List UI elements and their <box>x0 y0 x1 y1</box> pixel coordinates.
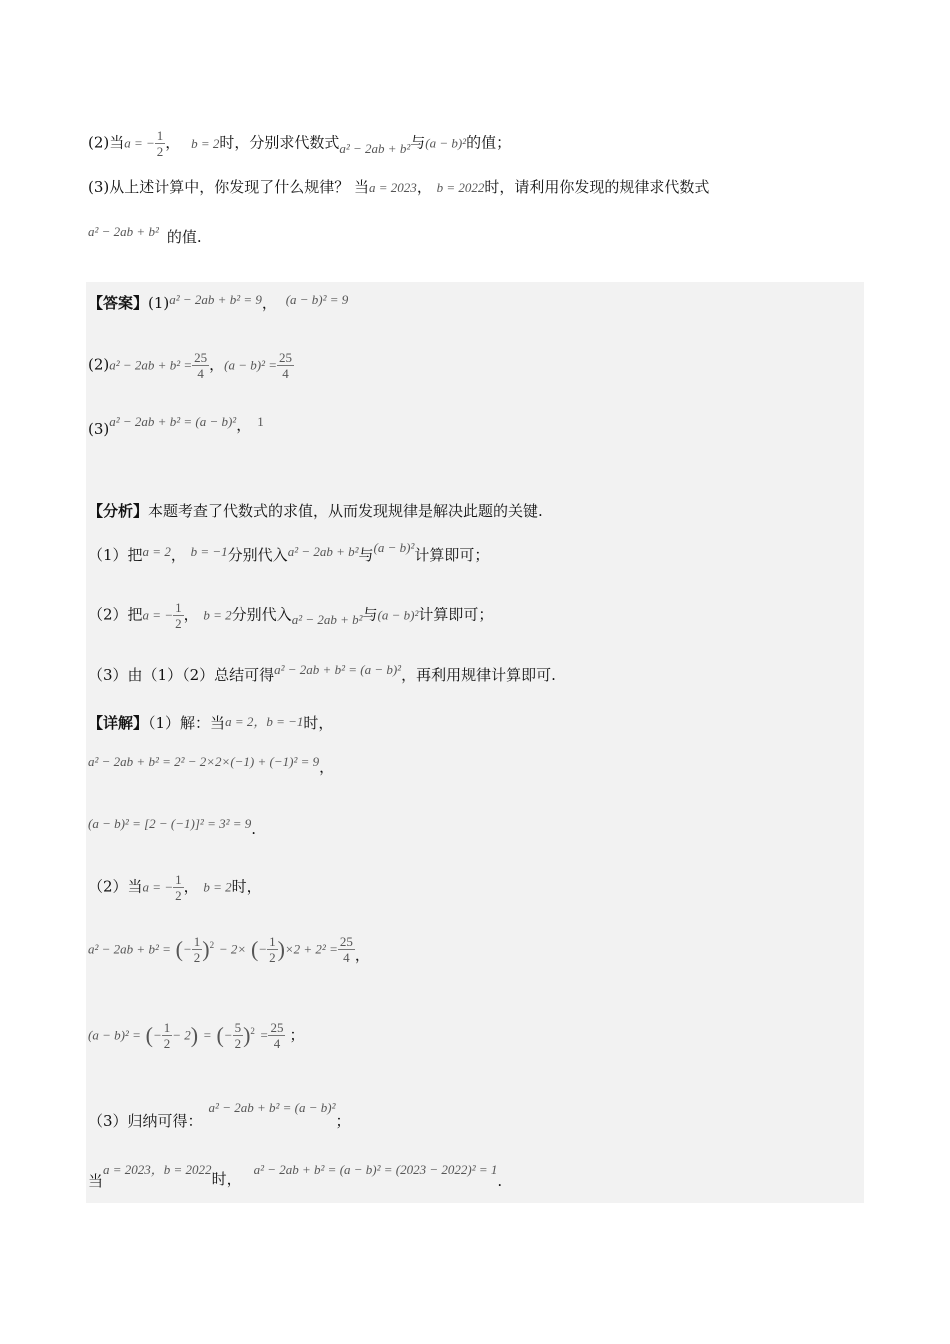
detail-eq-4 <box>88 1020 304 1051</box>
fraction-half <box>162 1020 173 1051</box>
answer-line-1 <box>88 292 348 315</box>
text-dang: 当 <box>88 1172 104 1190</box>
minus-sign: − <box>223 1027 233 1043</box>
comma: ， <box>209 355 225 374</box>
semicolon: ； <box>335 1112 351 1130</box>
equals-sign: = <box>202 1027 212 1043</box>
numerator: 25 <box>279 350 292 365</box>
paren-close: ) <box>202 936 210 962</box>
step-2-text: （2）把 <box>88 605 143 624</box>
numerator: 25 <box>194 350 208 365</box>
step-2-end: 计算即可； <box>418 605 494 624</box>
answer-1-prefix: (1) <box>148 294 170 312</box>
expr-a2-2ab-b2: a² − 2ab + b² <box>88 224 159 239</box>
detail-1-values: a = 2，b = −1 <box>225 714 304 729</box>
q3-end: 的值. <box>166 228 202 246</box>
question-3-cont <box>88 226 202 249</box>
detail-eq-2 <box>88 812 257 838</box>
denominator: 4 <box>273 1036 281 1051</box>
period: . <box>251 820 257 838</box>
fraction-half <box>192 934 203 965</box>
text-yu: 与 <box>358 546 374 564</box>
analysis-text: 本题考查了代数式的求值，从而发现规律是解决此题的关键. <box>148 502 543 520</box>
fraction-25-4 <box>338 934 355 965</box>
detail-1-text: （1）解：当 <box>148 714 226 732</box>
denominator: 2 <box>175 616 182 631</box>
detail-2-eq1-lhs: a² − 2ab + b² = <box>88 941 171 957</box>
detail-3-expr: a² − 2ab + b² = (a − b)² <box>208 1100 336 1115</box>
fraction-half <box>173 872 184 903</box>
q2-a-value: a = − <box>124 135 155 151</box>
detail-2-a: a = − <box>142 879 174 895</box>
equals-sign: = <box>259 1027 269 1043</box>
fraction-half <box>173 600 184 631</box>
fraction-25-4 <box>277 350 294 381</box>
expr-a-minus-b-squared: (a − b)² <box>377 607 419 623</box>
step-1-text: （1）把 <box>88 546 143 564</box>
denominator: 2 <box>269 950 276 965</box>
fraction-5-2 <box>233 1020 244 1051</box>
fraction-25-4 <box>268 1020 285 1051</box>
numerator: 1 <box>156 128 164 143</box>
detail-2-b: b = 2 <box>203 879 232 895</box>
minus-sign: − <box>152 1027 162 1043</box>
step-2-sub: 分别代入 <box>231 605 292 624</box>
detail-2-eq2-lhs: (a − b)² = <box>88 1027 141 1043</box>
detail-2-eq1-tail: ×2 + 2² = <box>284 941 338 957</box>
detail-2-text: （2）当 <box>88 877 143 896</box>
question-3 <box>88 176 709 199</box>
denominator: 2 <box>163 1036 171 1051</box>
expr-a2-2ab-b2: a² − 2ab + b² <box>287 544 359 559</box>
detail-1-eq1: a² − 2ab + b² = 2² − 2×2×(−1) + (−1)² = 9 <box>88 754 320 769</box>
answer-line-3 <box>88 410 264 438</box>
step-1-sub: 分别代入 <box>227 546 288 564</box>
analysis-label: 【分析】 <box>88 502 149 520</box>
question-2 <box>88 128 511 159</box>
numerator: 25 <box>270 1020 284 1035</box>
analysis-line <box>88 500 543 522</box>
paren-close: ) <box>190 1022 199 1048</box>
text-yu: 与 <box>362 605 378 624</box>
numerator: 5 <box>234 1020 242 1035</box>
paren-open: ( <box>216 1022 224 1048</box>
comma: ， <box>170 546 186 564</box>
detail-3-final-eq: a² − 2ab + b² = (a − b)² = (2023 − 2022)² = 1 <box>253 1162 498 1177</box>
detail-line-4 <box>88 1158 503 1190</box>
exponent-2: 2 <box>250 1025 255 1036</box>
detail-2-eq2-minus2: − 2 <box>172 1027 191 1043</box>
answer-2-prefix: (2) <box>88 355 110 374</box>
period: . <box>497 1172 503 1190</box>
paren-close: ) <box>243 1022 251 1048</box>
detail-line-1 <box>88 712 333 735</box>
analysis-step-1 <box>88 540 490 567</box>
q2-text: 时，分别求代数式 <box>219 133 340 152</box>
q3-a-value: a = 2023 <box>369 180 417 195</box>
denominator: 2 <box>234 1036 242 1051</box>
minus-sign: − <box>182 941 192 957</box>
numerator: 1 <box>193 934 201 949</box>
detail-2-eq1-mid: − 2× <box>218 941 247 957</box>
answer-1-expr2: (a − b)² = 9 <box>285 292 349 307</box>
paren-open: ( <box>175 936 183 962</box>
denominator: 2 <box>193 950 201 965</box>
comma: ， <box>236 416 252 434</box>
paren-close: ) <box>277 936 285 962</box>
paren-open: ( <box>250 936 259 962</box>
comma: ， <box>319 758 335 776</box>
text-shi: 时， <box>211 1170 242 1188</box>
exponent-2: 2 <box>209 939 215 950</box>
expr-a-minus-b-squared: (a − b)² <box>373 540 415 555</box>
detail-3-text: （3）归纳可得： <box>88 1112 203 1130</box>
fraction-half <box>155 128 166 159</box>
detail-label: 【详解】 <box>88 714 149 732</box>
answer-3-prefix: (3) <box>88 420 110 438</box>
expr-a2-2ab-b2: a² − 2ab + b² <box>339 140 411 156</box>
detail-1-eq2: (a − b)² = [2 − (−1)]² = 3² = 9 <box>88 816 252 831</box>
answer-3-expr: a² − 2ab + b² = (a − b)² <box>109 414 237 429</box>
answer-label: 【答案】 <box>88 294 149 312</box>
numerator: 1 <box>163 1020 171 1035</box>
answer-2-expr1: a² − 2ab + b² = <box>109 357 193 373</box>
text-shi: 时， <box>303 714 334 732</box>
comma: ， <box>183 605 199 624</box>
step-3-expr: a² − 2ab + b² = (a − b)² <box>274 662 402 677</box>
detail-eq-1 <box>88 750 335 776</box>
step-1-end: 计算即可； <box>414 546 490 564</box>
numerator: 1 <box>175 872 182 887</box>
step-3-end: ，再利用规律计算即可. <box>401 666 556 684</box>
fraction-half <box>267 934 278 965</box>
q3-text: (3)从上述计算中，你发现了什么规律？ 当 <box>88 178 370 196</box>
q3-b-value: b = 2022 <box>436 180 485 195</box>
comma: ， <box>261 294 277 312</box>
analysis-step-2 <box>88 600 493 631</box>
analysis-step-3 <box>88 664 556 687</box>
detail-line-2 <box>88 872 262 903</box>
answer-3-value: 1 <box>257 414 264 429</box>
minus-sign: − <box>258 941 268 957</box>
comma: ， <box>416 178 432 196</box>
numerator: 1 <box>175 600 182 615</box>
expr-a-minus-b-squared: (a − b)² <box>425 135 467 151</box>
answer-2-expr2: (a − b)² = <box>224 357 277 373</box>
answer-line-2 <box>88 350 294 381</box>
step-1-a: a = 2 <box>142 544 171 559</box>
answer-1-expr1: a² − 2ab + b² = 9 <box>169 292 262 307</box>
step-3-text: （3）由（1）（2）总结可得 <box>88 666 275 684</box>
numerator: 1 <box>269 934 276 949</box>
expr-a2-2ab-b2: a² − 2ab + b² <box>291 611 363 627</box>
q2-b-value: b = 2 <box>191 135 220 151</box>
q2-label: (2)当 <box>88 133 125 152</box>
fraction-25-4 <box>192 350 209 381</box>
numerator: 25 <box>339 934 353 949</box>
detail-3-values: a = 2023，b = 2022 <box>103 1162 212 1177</box>
paren-open: ( <box>145 1022 153 1048</box>
denominator: 2 <box>156 144 164 159</box>
comma: ， <box>354 945 370 964</box>
step-2-a: a = − <box>142 607 174 623</box>
text-shi: 时， <box>231 877 262 896</box>
comma: ， <box>183 877 199 896</box>
denominator: 4 <box>197 366 204 381</box>
q3-text2: 时，请利用你发现的规律求代数式 <box>484 178 710 196</box>
denominator: 4 <box>343 950 350 965</box>
detail-line-3 <box>88 1096 351 1130</box>
step-2-b: b = 2 <box>203 607 232 623</box>
comma: ， <box>165 133 181 152</box>
text-yu: 与 <box>410 133 426 152</box>
denominator: 2 <box>175 888 182 903</box>
q2-end: 的值； <box>466 133 512 152</box>
step-1-b: b = −1 <box>190 544 228 559</box>
denominator: 4 <box>282 366 289 381</box>
detail-eq-3 <box>88 934 370 965</box>
semicolon: ； <box>289 1025 305 1044</box>
